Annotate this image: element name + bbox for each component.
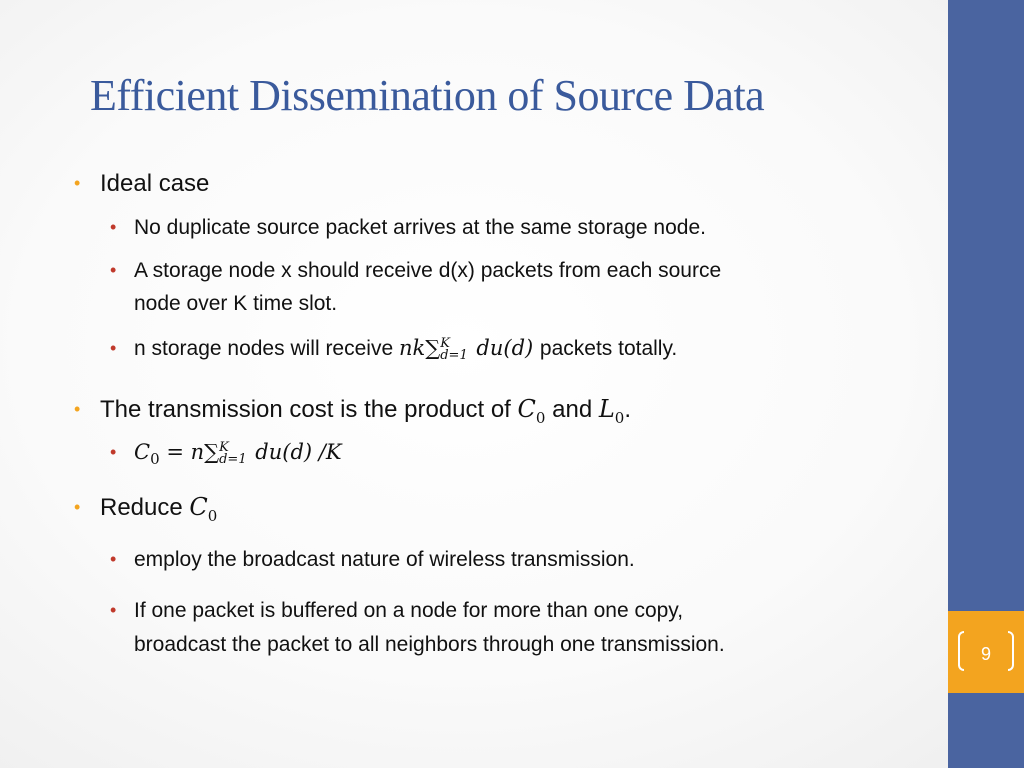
math-sub-0: 0	[207, 506, 218, 525]
period: .	[624, 396, 631, 423]
math-c: C	[189, 493, 208, 521]
sum-symbol: ∑	[204, 440, 220, 464]
bullet-buffered-packet-continued	[134, 628, 725, 661]
formula-du-d: du(d)	[255, 440, 313, 464]
formula-l0	[598, 395, 625, 427]
formula-total-packets	[398, 335, 540, 363]
bullet-storage-node	[110, 254, 722, 287]
math-sub-0: 0	[150, 450, 160, 469]
bullet-n-storage-nodes	[110, 332, 678, 365]
sum-upper-limit: K	[219, 439, 229, 455]
bullet-dot-icon: •	[74, 173, 81, 193]
sum-limits	[219, 439, 247, 467]
bullet-text-line1: If one packet is buffered on a node for more than one copy,	[134, 599, 684, 622]
bullet-text-prefix: n storage nodes will receive	[134, 337, 394, 360]
formula-c0	[189, 493, 218, 525]
bullet-no-duplicate	[110, 211, 706, 244]
formula-c0-definition	[134, 439, 342, 469]
bullet-dot-icon: •	[74, 497, 81, 517]
formula-nk: nk	[398, 336, 426, 360]
bullet-reduce	[74, 491, 218, 533]
bullet-text: employ the broadcast nature of wireless transmission.	[134, 548, 635, 571]
bullet-text-suffix: packets totally.	[539, 337, 678, 360]
formula-div-k: /K	[318, 440, 342, 464]
bullet-ideal-case	[74, 167, 210, 200]
bullet-dot-icon: •	[110, 217, 117, 237]
bullet-dot-icon: •	[110, 549, 117, 569]
formula-equals-n: = n	[166, 440, 205, 464]
math-sub-0: 0	[535, 408, 546, 427]
bullet-dot-icon: •	[110, 260, 117, 280]
page-number: 9	[980, 644, 991, 664]
sum-upper-limit: K	[440, 335, 450, 351]
bullet-dot-icon: •	[110, 442, 117, 462]
sum-lower-limit: d=1	[219, 451, 247, 467]
bullet-text-line2: node over K time slot.	[134, 292, 338, 315]
bullet-text: Reduce	[100, 494, 183, 521]
sum-limits	[440, 335, 468, 363]
bullet-dot-icon: •	[110, 338, 117, 358]
bullet-text-and: and	[552, 396, 593, 423]
page-number-box	[948, 611, 1024, 693]
bullet-text: Ideal case	[100, 170, 210, 197]
sum-lower-limit: d=1	[440, 347, 468, 363]
sum-symbol: ∑	[425, 336, 441, 360]
bullet-text: The transmission cost is the product of	[100, 396, 511, 423]
math-sub-0: 0	[614, 408, 625, 427]
bullet-transmission-cost	[74, 393, 631, 435]
slide-title: Efficient Dissemination of Source Data	[90, 71, 765, 120]
right-bracket-icon	[1008, 631, 1014, 671]
bullet-text-line2: broadcast the packet to all neighbors through one transmission.	[134, 633, 725, 656]
math-l: L	[598, 395, 615, 423]
bullet-dot-icon: •	[110, 600, 117, 620]
bullet-text: No duplicate source packet arrives at the same storage node.	[134, 216, 706, 239]
bullet-c0-formula	[110, 436, 342, 476]
bullet-broadcast-nature	[110, 543, 635, 576]
math-c: C	[517, 395, 536, 423]
bullet-storage-node-continued	[134, 287, 337, 320]
formula-du-d: du(d)	[476, 336, 534, 360]
math-c: C	[134, 440, 151, 464]
bullet-dot-icon: •	[74, 399, 81, 419]
bullet-text-line1: A storage node x should receive d(x) packets from each source	[134, 259, 722, 282]
formula-c0	[517, 395, 546, 427]
bullet-buffered-packet	[110, 594, 684, 627]
